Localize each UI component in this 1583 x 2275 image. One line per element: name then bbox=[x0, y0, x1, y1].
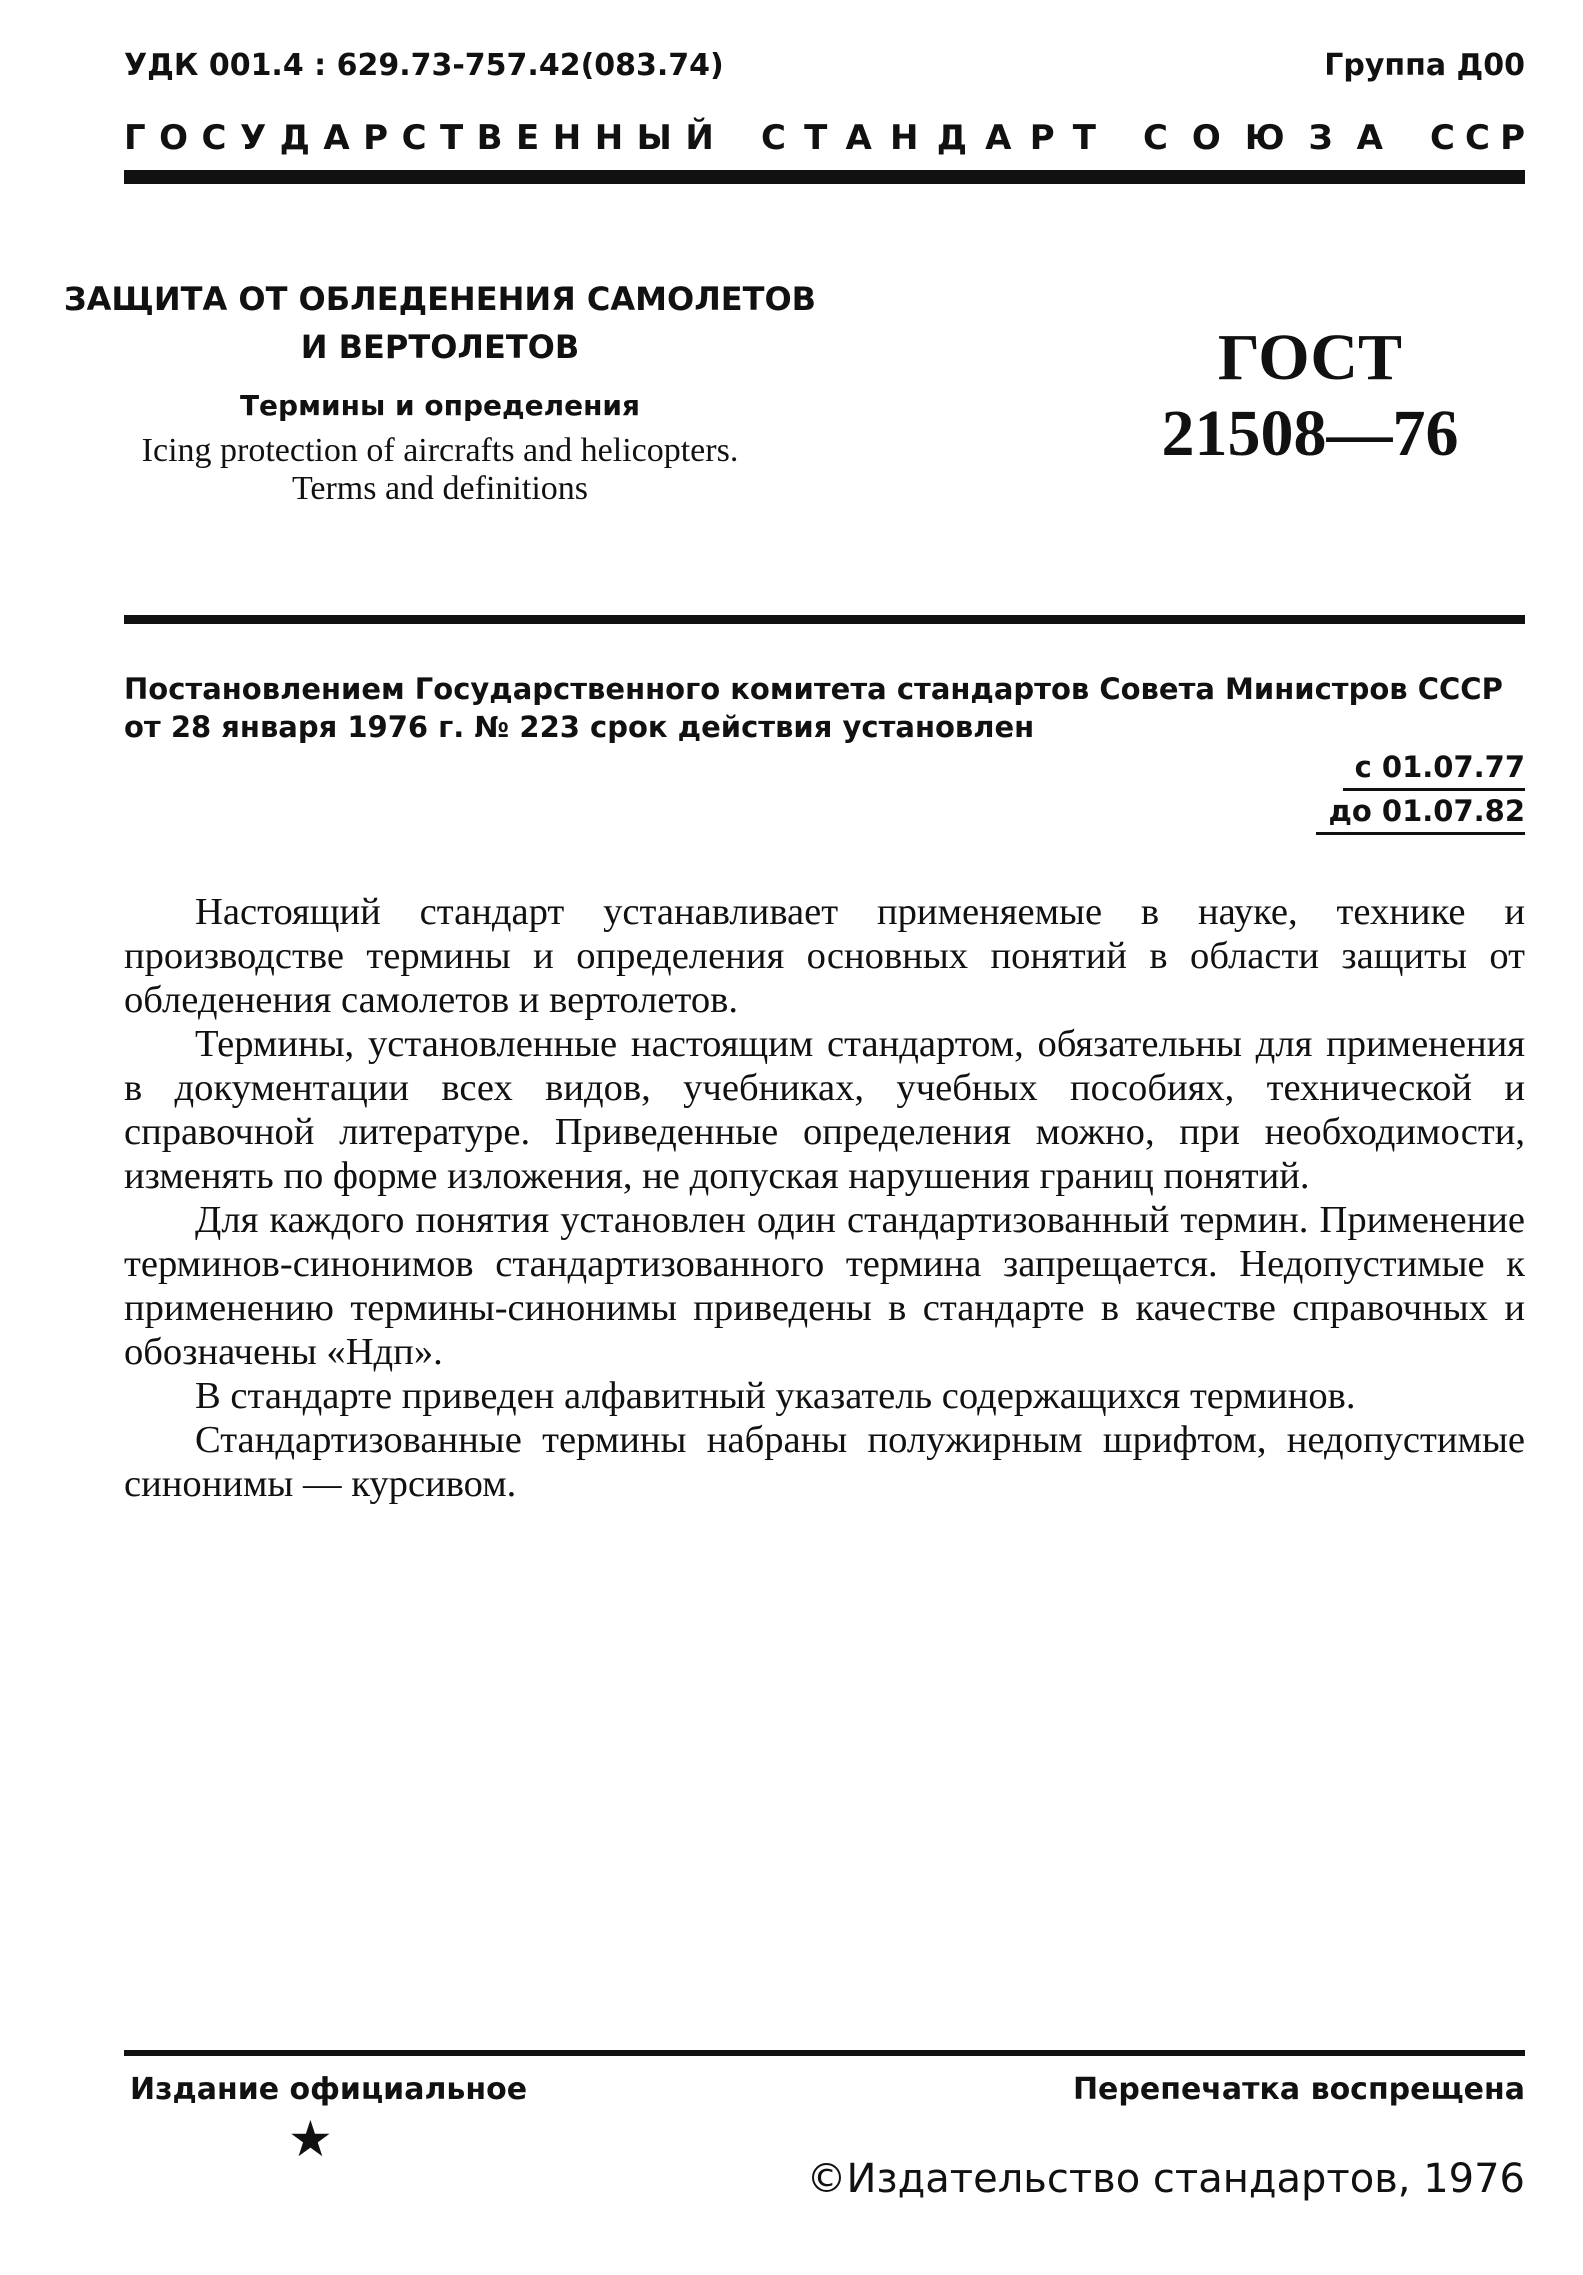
standard-banner bbox=[124, 118, 1525, 158]
banner-letter: Т bbox=[1072, 118, 1096, 158]
group-code: Группа Д00 bbox=[1324, 48, 1525, 83]
banner-word-gosudarstvenny bbox=[124, 118, 714, 158]
banner-letter: У bbox=[239, 118, 267, 158]
title-line-1: ЗАЩИТА ОТ ОБЛЕДЕНЕНИЯ САМОЛЕТОВ bbox=[63, 280, 817, 318]
banner-letter: А bbox=[1356, 118, 1383, 158]
banner-word-ssr bbox=[1430, 118, 1525, 158]
decree-line-1: Постановлением Государственного комитета стандартов Совета Министров СССР bbox=[124, 672, 1503, 706]
banner-letter: З bbox=[1308, 118, 1333, 158]
banner-letter: Д bbox=[936, 118, 967, 158]
banner-letter: Й bbox=[685, 118, 714, 158]
title-english bbox=[0, 432, 1040, 508]
star-icon: ★ bbox=[288, 2111, 333, 2167]
reprint-prohibited-label: Перепечатка воспрещена bbox=[1072, 2072, 1525, 2107]
banner-letter: Ю bbox=[1244, 118, 1285, 158]
banner-letter: С bbox=[1143, 118, 1168, 158]
copyright-notice: ©Издательство стандартов, 1976 bbox=[806, 2156, 1525, 2202]
banner-letter: А bbox=[323, 118, 350, 158]
udk-code: УДК 001.4 : 629.73-757.42(083.74) bbox=[124, 48, 724, 83]
banner-letter: А bbox=[985, 118, 1012, 158]
validity-period bbox=[1316, 747, 1525, 835]
bottom-rule bbox=[124, 2050, 1525, 2056]
title-block bbox=[0, 275, 1040, 508]
banner-letter: Г bbox=[124, 118, 146, 158]
title-english-line-1: Icing protection of aircrafts and helicopters. bbox=[141, 432, 739, 469]
banner-word-standart bbox=[761, 118, 1096, 158]
banner-letter: Н bbox=[890, 118, 919, 158]
body-paragraph: В стандарте приведен алфавитный указатель содержащихся терминов. bbox=[195, 1375, 1356, 1417]
body-paragraph: Стандартизованные термины набраны полужирным шрифтом, недопустимые синонимы — курсивом. bbox=[124, 1419, 1525, 1505]
banner-letter: Е bbox=[516, 118, 540, 158]
banner-letter: С bbox=[761, 118, 786, 158]
banner-letter: Т bbox=[439, 118, 464, 158]
decree-text bbox=[124, 670, 1525, 746]
banner-letter: С bbox=[1430, 118, 1455, 158]
decree-line-2: от 28 января 1976 г. № 223 срок действия установлен bbox=[124, 710, 1035, 744]
valid-to: до 01.07.82 bbox=[1316, 791, 1525, 835]
valid-from: с 01.07.77 bbox=[1343, 747, 1525, 791]
subtitle-russian: Термины и определения bbox=[239, 389, 641, 422]
banner-letter: Р bbox=[1029, 118, 1055, 158]
title-english-line-2: Terms and definitions bbox=[291, 470, 588, 507]
banner-letter: В bbox=[476, 118, 503, 158]
title-russian bbox=[0, 275, 1040, 371]
banner-letter: О bbox=[1191, 118, 1221, 158]
gost-designation bbox=[1160, 320, 1460, 472]
banner-letter: Н bbox=[552, 118, 582, 158]
gost-number: 21508—76 bbox=[1161, 397, 1459, 470]
body-text bbox=[124, 890, 1525, 1506]
banner-letter: Р bbox=[1500, 118, 1525, 158]
banner-letter: А bbox=[845, 118, 872, 158]
body-paragraph: Термины, установленные настоящим стандартом, обязательны для применения в документации всех видов, учебниках, учебных пособиях, технической и справочной литературе. Приведенные определения можно, при необходимости, изменять по форме изложения, не допуская нарушения границ понятий. bbox=[124, 1023, 1525, 1197]
banner-letter: Р bbox=[363, 118, 389, 158]
gost-label: ГОСТ bbox=[1217, 321, 1403, 394]
banner-letter: О bbox=[159, 118, 189, 158]
banner-letter: С bbox=[201, 118, 227, 158]
banner-letter: Т bbox=[804, 118, 828, 158]
body-paragraph: Настоящий стандарт устанавливает применяемые в науке, технике и производстве термины и определения основных понятий в области защиты от обледенения самолетов и вертолетов. bbox=[124, 891, 1525, 1021]
banner-letter: С bbox=[401, 118, 427, 158]
top-rule bbox=[124, 170, 1525, 184]
official-edition-label: Издание официальное bbox=[130, 2072, 528, 2107]
banner-word-soyuza bbox=[1143, 118, 1383, 158]
body-paragraph: Для каждого понятия установлен один стандартизованный термин. Применение терминов-синонимов стандартизованного термина запрещается. Недопустимые к применению термины-синонимы приведены в стандарте в качестве справочных и обозначены «Ндп». bbox=[124, 1199, 1525, 1373]
banner-letter: Д bbox=[279, 118, 310, 158]
title-line-2: И ВЕРТОЛЕТОВ bbox=[300, 328, 580, 366]
banner-letter: С bbox=[1465, 118, 1490, 158]
middle-rule bbox=[124, 615, 1525, 624]
banner-letter: Н bbox=[594, 118, 624, 158]
banner-letter: Ы bbox=[636, 118, 672, 158]
